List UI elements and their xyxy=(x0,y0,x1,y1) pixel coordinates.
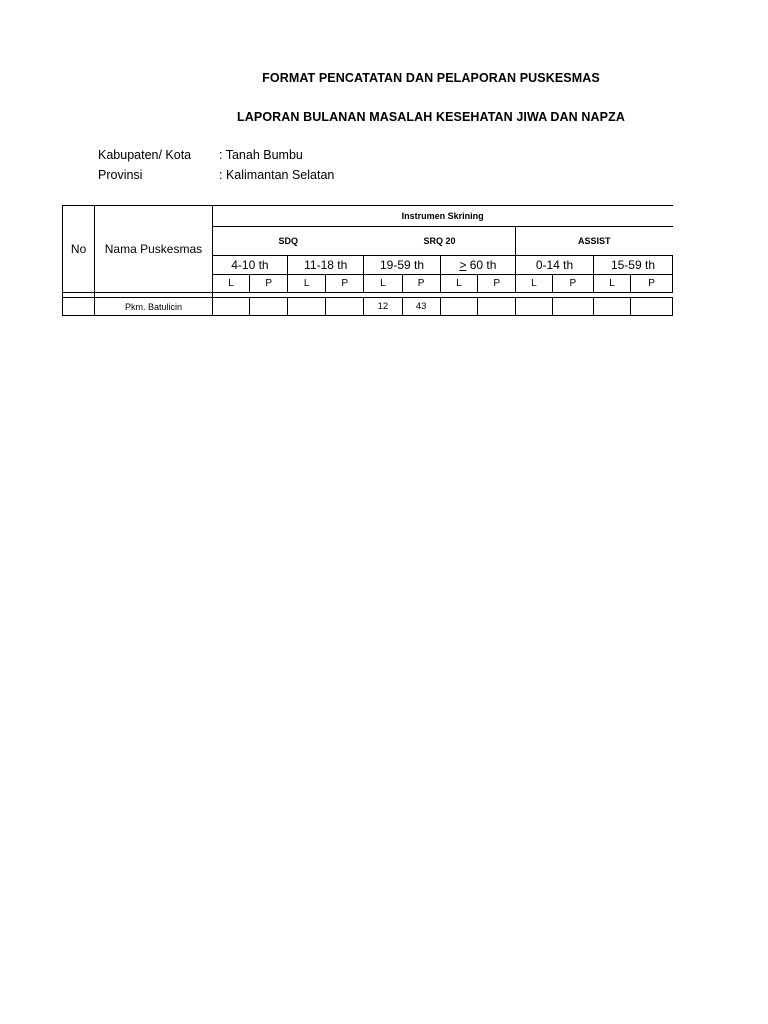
header-assist: ASSIST xyxy=(516,227,673,256)
row-value xyxy=(326,298,364,316)
sex-l: L xyxy=(212,275,250,293)
sex-l: L xyxy=(516,275,553,293)
row-value xyxy=(552,298,593,316)
age-0-14: 0-14 th xyxy=(516,256,594,275)
row-value xyxy=(631,298,673,316)
row-value xyxy=(478,298,516,316)
row-no xyxy=(63,298,95,316)
row-value xyxy=(593,298,630,316)
kabupaten-value: : Tanah Bumbu xyxy=(219,148,303,162)
kabupaten-label: Kabupaten/ Kota xyxy=(98,148,192,162)
row-value xyxy=(250,298,288,316)
header-sdq: SDQ xyxy=(212,227,364,256)
table-row xyxy=(63,298,673,316)
age-15-59: 15-59 th xyxy=(593,256,672,275)
sex-l: L xyxy=(440,275,478,293)
age-19-59: 19-59 th xyxy=(364,256,440,275)
screening-table-viewport xyxy=(62,205,673,317)
row-value xyxy=(440,298,478,316)
age-60-label: 60 th xyxy=(466,258,497,272)
sex-p: P xyxy=(326,275,364,293)
header-instrumen-skrining: Instrumen Skrining xyxy=(212,206,672,227)
row-value: 43 xyxy=(402,298,440,316)
report-format-title: FORMAT PENCATATAN DAN PELAPORAN PUSKESMAS xyxy=(262,71,600,85)
row-value: 12 xyxy=(364,298,402,316)
provinsi-label: Provinsi xyxy=(98,168,143,182)
sex-p: P xyxy=(552,275,593,293)
sex-p: P xyxy=(478,275,516,293)
row-value xyxy=(288,298,326,316)
age-4-10: 4-10 th xyxy=(212,256,287,275)
report-title: LAPORAN BULANAN MASALAH KESEHATAN JIWA DAN NAPZA xyxy=(237,110,625,124)
sex-l: L xyxy=(288,275,326,293)
row-name: Pkm. Batulicin xyxy=(95,298,213,316)
row-value xyxy=(516,298,553,316)
sex-p: P xyxy=(250,275,288,293)
header-srq: SRQ 20 xyxy=(364,227,516,256)
sex-l: L xyxy=(593,275,630,293)
header-no: No xyxy=(63,206,95,293)
header-nama-puskesmas: Nama Puskesmas xyxy=(95,206,213,293)
age-60-plus xyxy=(440,256,515,275)
provinsi-value: : Kalimantan Selatan xyxy=(219,168,335,182)
gte-symbol: > xyxy=(459,258,467,272)
sex-p: P xyxy=(631,275,673,293)
screening-table xyxy=(62,205,673,316)
row-value xyxy=(212,298,250,316)
sex-l: L xyxy=(364,275,402,293)
sex-p: P xyxy=(402,275,440,293)
age-11-18: 11-18 th xyxy=(288,256,364,275)
